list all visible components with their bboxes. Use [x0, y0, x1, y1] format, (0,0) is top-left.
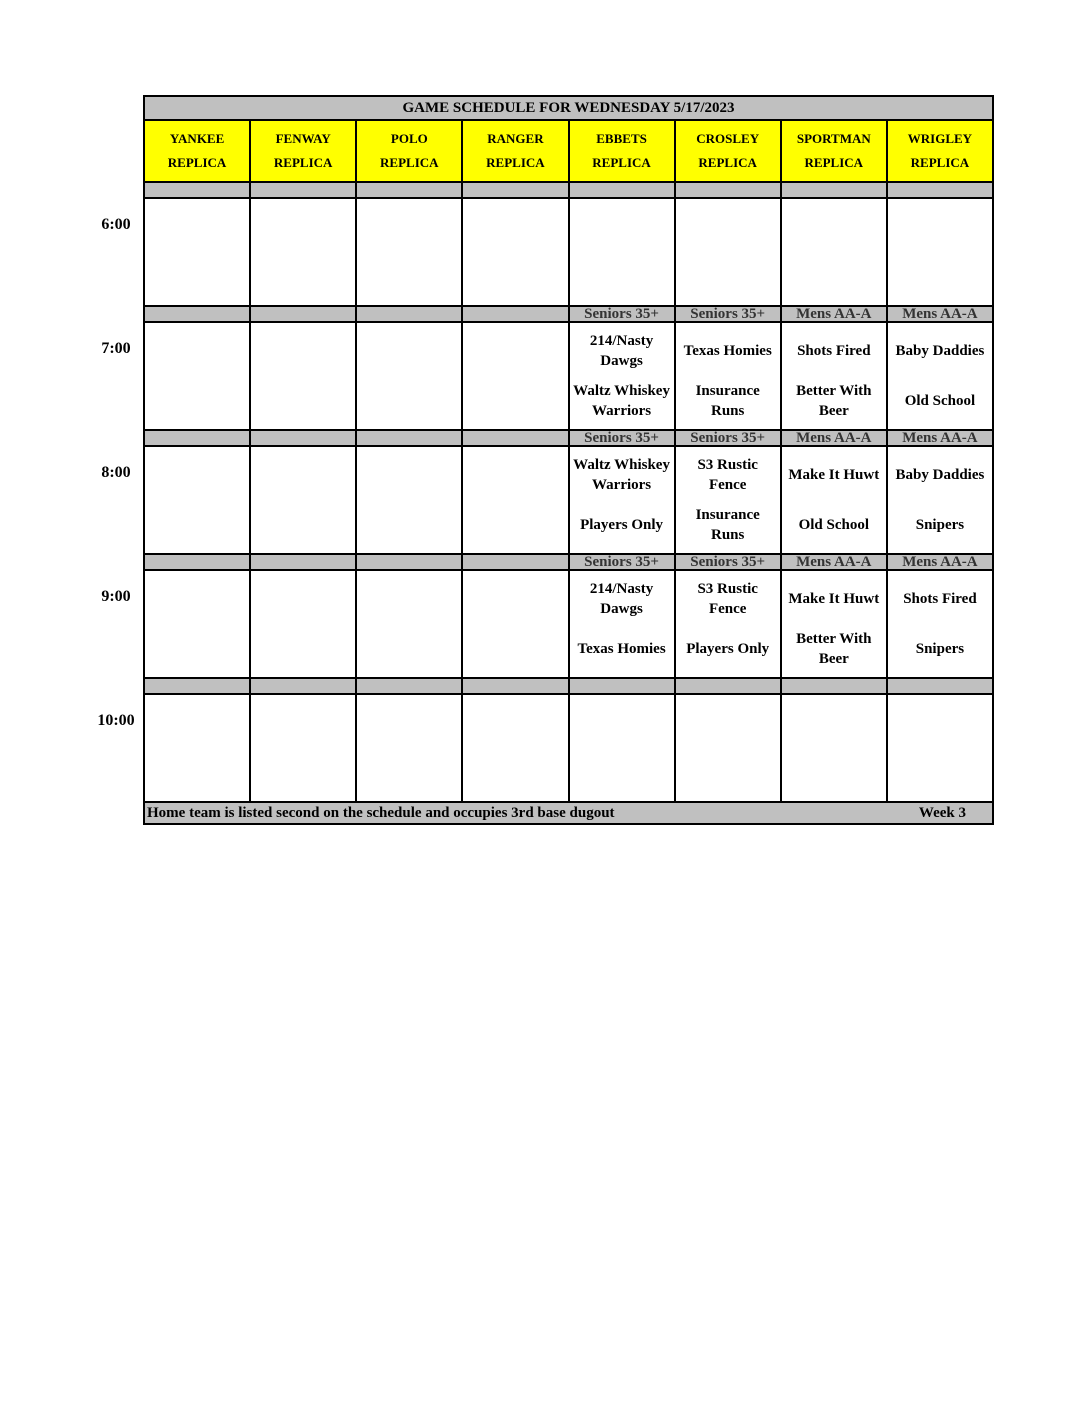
game-cell [887, 570, 993, 678]
away-team: Make It Huwt [788, 591, 880, 607]
game-cell [569, 446, 675, 554]
field-header [462, 120, 568, 182]
game-cell [144, 446, 250, 554]
field-name: RANGER [487, 131, 544, 146]
away-team [463, 202, 567, 252]
time-label: 8:00 [101, 464, 131, 481]
away-team [357, 326, 461, 376]
game-cell [887, 694, 993, 802]
division-label [144, 182, 250, 198]
field-name: FENWAY [275, 131, 331, 146]
game-cell [462, 198, 568, 306]
time-slot-row [144, 198, 993, 306]
division-label [250, 306, 356, 322]
game-cell [781, 694, 887, 802]
field-header [250, 120, 356, 182]
game-cell [675, 322, 781, 430]
division-label [250, 182, 356, 198]
division-label: Seniors 35+ [569, 430, 675, 446]
division-band [144, 306, 993, 322]
away-team [676, 698, 780, 748]
home-team: Better With Beer [796, 631, 872, 667]
division-label [356, 182, 462, 198]
division-label: Mens AA-A [887, 306, 993, 322]
game-cell [887, 446, 993, 554]
away-team: Baby Daddies [895, 343, 985, 359]
away-team: S3 Rustic Fence [697, 581, 758, 617]
game-cell [144, 198, 250, 306]
field-name: WRIGLEY [907, 131, 973, 146]
home-team: Insurance Runs [695, 383, 760, 419]
field-header [781, 120, 887, 182]
field-header [675, 120, 781, 182]
division-band [144, 182, 993, 198]
division-label [144, 554, 250, 570]
division-label [356, 430, 462, 446]
home-team: Players Only [686, 641, 770, 657]
game-cell [569, 570, 675, 678]
away-team [251, 450, 355, 500]
home-team [145, 500, 249, 550]
game-cell [462, 694, 568, 802]
game-cell [781, 446, 887, 554]
away-team: 214/Nasty Dawgs [589, 333, 654, 369]
division-label [144, 306, 250, 322]
away-team [782, 698, 886, 748]
away-team [145, 574, 249, 624]
division-label [356, 678, 462, 694]
home-team: Snipers [915, 641, 965, 657]
away-team: Waltz Whiskey Warriors [573, 457, 670, 493]
away-team [463, 574, 567, 624]
game-cell [356, 198, 462, 306]
home-team [676, 252, 780, 302]
game-cell [144, 570, 250, 678]
away-team: Make It Huwt [788, 467, 880, 483]
game-cell [462, 446, 568, 554]
away-team [145, 326, 249, 376]
away-team: Texas Homies [683, 343, 772, 359]
division-label: Seniors 35+ [675, 554, 781, 570]
time-slot-row [144, 322, 993, 430]
away-team [888, 202, 992, 252]
away-team [251, 698, 355, 748]
home-team [145, 252, 249, 302]
schedule-title: GAME SCHEDULE FOR WEDNESDAY 5/17/2023 [144, 96, 993, 120]
away-team: Shots Fired [797, 343, 871, 359]
game-cell [569, 322, 675, 430]
home-team: Players Only [580, 517, 664, 533]
home-team [888, 748, 992, 798]
away-team: S3 Rustic Fence [697, 457, 758, 493]
division-band [144, 430, 993, 446]
division-label [144, 678, 250, 694]
division-label: Mens AA-A [781, 554, 887, 570]
game-cell [781, 322, 887, 430]
away-team [888, 698, 992, 748]
home-team [888, 252, 992, 302]
field-subtitle: REPLICA [698, 155, 757, 170]
field-name: YANKEE [169, 131, 225, 146]
home-team: Old School [798, 517, 870, 533]
field-subtitle: REPLICA [273, 155, 333, 170]
home-team: Old School [904, 393, 976, 409]
field-name: SPORTMAN [796, 131, 871, 146]
home-team: Snipers [915, 517, 965, 533]
division-label: Mens AA-A [781, 430, 887, 446]
division-label [887, 678, 993, 694]
game-cell [781, 570, 887, 678]
division-band [144, 678, 993, 694]
division-label [887, 182, 993, 198]
division-label: Mens AA-A [781, 306, 887, 322]
division-label: Mens AA-A [887, 554, 993, 570]
away-team [570, 202, 674, 252]
home-team [145, 748, 249, 798]
away-team [463, 698, 567, 748]
home-team [145, 376, 249, 426]
field-header [887, 120, 993, 182]
schedule-table [143, 95, 994, 825]
field-subtitle: REPLICA [910, 155, 970, 170]
footer-row [144, 802, 993, 824]
home-team: Waltz Whiskey Warriors [573, 383, 670, 419]
field-subtitle: REPLICA [380, 155, 439, 170]
division-label [250, 554, 356, 570]
game-cell [356, 570, 462, 678]
field-name: EBBETS [596, 131, 647, 146]
time-label: 10:00 [97, 712, 135, 729]
away-team [145, 698, 249, 748]
game-cell [569, 694, 675, 802]
away-team [357, 698, 461, 748]
game-cell [675, 446, 781, 554]
home-team [251, 624, 355, 674]
time-slot-row [144, 446, 993, 554]
division-label [462, 430, 568, 446]
home-team [145, 624, 249, 674]
field-header [144, 120, 250, 182]
division-label [250, 430, 356, 446]
home-team [570, 252, 674, 302]
game-cell [356, 322, 462, 430]
home-team [357, 624, 461, 674]
game-cell [887, 322, 993, 430]
game-cell [887, 198, 993, 306]
time-label: 6:00 [101, 216, 131, 233]
home-team: Texas Homies [577, 641, 666, 657]
game-cell [569, 198, 675, 306]
home-team [251, 500, 355, 550]
home-team [782, 748, 886, 798]
division-label [144, 430, 250, 446]
away-team [676, 202, 780, 252]
division-label [462, 182, 568, 198]
division-label: Mens AA-A [887, 430, 993, 446]
division-label [781, 678, 887, 694]
time-slot-row [144, 694, 993, 802]
home-team [357, 376, 461, 426]
home-team [251, 748, 355, 798]
field-subtitle: REPLICA [592, 155, 651, 170]
division-label: Seniors 35+ [569, 306, 675, 322]
division-label: Seniors 35+ [675, 306, 781, 322]
division-label [462, 306, 568, 322]
away-team [357, 202, 461, 252]
game-cell [356, 694, 462, 802]
away-team [782, 202, 886, 252]
game-cell [144, 322, 250, 430]
field-name: CROSLEY [696, 131, 760, 146]
division-label [250, 678, 356, 694]
home-team: Better With Beer [796, 383, 872, 419]
away-team [570, 698, 674, 748]
away-team [357, 450, 461, 500]
game-cell [144, 694, 250, 802]
home-team [357, 500, 461, 550]
game-cell [462, 322, 568, 430]
home-team [463, 748, 567, 798]
home-team [463, 252, 567, 302]
division-label [462, 554, 568, 570]
away-team [463, 450, 567, 500]
away-team: Baby Daddies [895, 467, 985, 483]
home-team [357, 748, 461, 798]
game-cell [250, 694, 356, 802]
division-label [569, 678, 675, 694]
field-header-row [144, 120, 993, 182]
away-team [145, 450, 249, 500]
week-label: Week 3 [918, 805, 966, 821]
field-header [356, 120, 462, 182]
division-band [144, 554, 993, 570]
division-label [462, 678, 568, 694]
time-label: 7:00 [101, 340, 131, 357]
field-name: POLO [390, 131, 428, 146]
home-team [570, 748, 674, 798]
game-cell [675, 694, 781, 802]
home-team [463, 500, 567, 550]
home-team [463, 624, 567, 674]
away-team [145, 202, 249, 252]
game-cell [675, 570, 781, 678]
game-cell [675, 198, 781, 306]
away-team [251, 574, 355, 624]
game-cell [250, 198, 356, 306]
away-team: 214/Nasty Dawgs [589, 581, 654, 617]
division-label [356, 306, 462, 322]
field-subtitle: REPLICA [167, 155, 227, 170]
footer-note: Home team is listed second on the schedule and occupies 3rd base dugout [147, 805, 615, 821]
home-team [782, 252, 886, 302]
field-header [569, 120, 675, 182]
division-label [675, 678, 781, 694]
home-team: Insurance Runs [695, 507, 760, 543]
game-cell [462, 570, 568, 678]
away-team [357, 574, 461, 624]
home-team [676, 748, 780, 798]
division-label: Seniors 35+ [675, 430, 781, 446]
division-label [781, 182, 887, 198]
field-subtitle: REPLICA [804, 155, 864, 170]
footer [144, 802, 993, 824]
away-team: Shots Fired [903, 591, 977, 607]
home-team [251, 376, 355, 426]
time-label: 9:00 [101, 588, 131, 605]
game-cell [781, 198, 887, 306]
game-cell [250, 446, 356, 554]
game-cell [250, 322, 356, 430]
division-label [356, 554, 462, 570]
game-cell [250, 570, 356, 678]
away-team [251, 202, 355, 252]
division-label [569, 182, 675, 198]
home-team [463, 376, 567, 426]
home-team [251, 252, 355, 302]
division-label: Seniors 35+ [569, 554, 675, 570]
away-team [251, 326, 355, 376]
home-team [357, 252, 461, 302]
field-subtitle: REPLICA [486, 155, 545, 170]
away-team [463, 326, 567, 376]
division-label [675, 182, 781, 198]
game-cell [356, 446, 462, 554]
time-slot-row [144, 570, 993, 678]
